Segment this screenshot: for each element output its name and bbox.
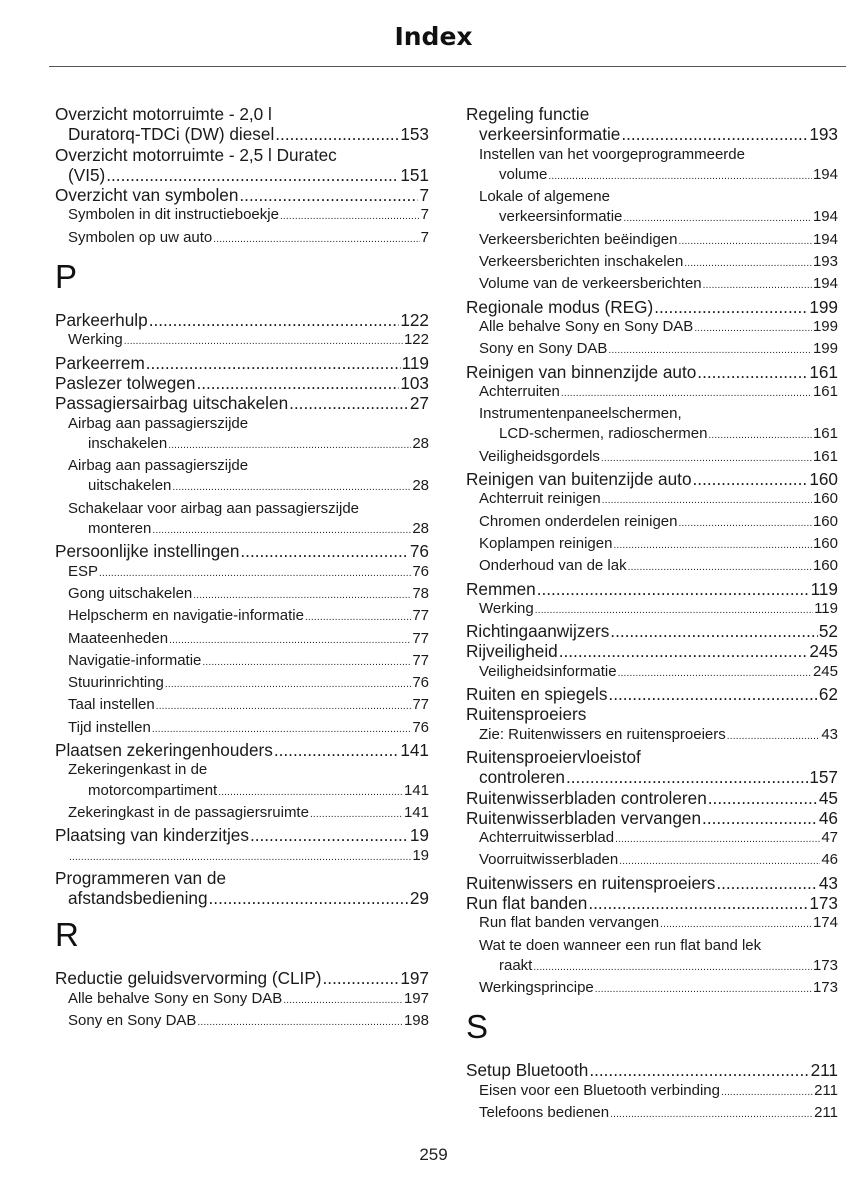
index-subentry[interactable]	[466, 828, 838, 850]
dot-leader	[289, 393, 409, 413]
dot-leader	[168, 434, 411, 456]
index-subentry[interactable]	[466, 913, 838, 935]
entry-label: Zekeringkast in de passagiersruimte	[68, 803, 309, 821]
entry-page-number: 76	[412, 718, 429, 736]
entry-label: Rijveiligheid	[466, 641, 558, 662]
entry-label: Werking	[68, 331, 123, 349]
entry-page-number: 160	[812, 490, 838, 508]
entry-page-number: 76	[412, 562, 429, 580]
entry-page-number: 160	[812, 557, 838, 575]
index-entry[interactable]	[55, 310, 429, 330]
dot-leader	[608, 339, 812, 361]
dot-leader	[323, 968, 400, 988]
entry-label: Airbag aan passagierszijde	[68, 457, 249, 475]
entry-page-number: 28	[412, 477, 429, 495]
entry-page-number: 198	[403, 1011, 429, 1029]
entry-label: Reinigen van buitenzijde auto	[466, 469, 692, 490]
entry-page-number: 194	[812, 165, 838, 183]
dot-leader	[149, 310, 400, 330]
entry-label: Verkeersberichten inschakelen	[479, 253, 684, 271]
dot-leader	[152, 519, 411, 541]
index-subentry[interactable]	[466, 556, 838, 578]
index-entry[interactable]	[466, 747, 838, 788]
index-column-right	[466, 104, 838, 1125]
entry-label: Airbag aan passagierszijde	[68, 414, 249, 432]
index-subentry[interactable]	[466, 404, 838, 447]
dot-leader	[678, 512, 812, 534]
index-entry[interactable]	[55, 185, 429, 205]
dot-leader	[213, 228, 419, 250]
index-subentry[interactable]	[55, 584, 429, 606]
dot-leader	[152, 718, 411, 740]
entry-page-number: 173	[812, 979, 838, 997]
index-entry[interactable]	[55, 740, 429, 760]
entry-page-number: 103	[400, 372, 429, 393]
index-entry[interactable]	[466, 621, 838, 641]
dot-leader	[708, 788, 818, 808]
index-subentry[interactable]	[55, 760, 429, 803]
entry-page-number: 119	[401, 352, 429, 373]
index-entry[interactable]	[55, 825, 429, 845]
entry-page-number: 141	[403, 803, 429, 821]
entry-page-number: 45	[818, 787, 838, 808]
index-subentry[interactable]	[466, 1081, 838, 1103]
entry-label: Achterruit reinigen	[479, 490, 601, 508]
index-entry[interactable]	[55, 145, 429, 186]
dot-leader	[618, 662, 812, 684]
entry-label: monteren	[88, 520, 152, 538]
entry-page-number: 77	[412, 696, 429, 714]
entry-label: LCD-schermen, radioschermen	[499, 425, 708, 443]
entry-label: Wat te doen wanneer een run flat band lek	[479, 936, 762, 954]
entry-page-number: 197	[400, 968, 429, 989]
entry-label: Zekeringenkast in de	[68, 761, 208, 779]
entry-label: Parkeerrem	[55, 352, 145, 373]
index-subentry[interactable]	[55, 846, 429, 868]
entry-label: verkeersinformatie	[499, 208, 623, 226]
dot-leader	[610, 621, 818, 641]
entry-label: Plaatsen zekeringenhouders	[55, 740, 273, 761]
dot-leader	[608, 684, 817, 704]
entry-page-number: 160	[812, 512, 838, 530]
index-subentry[interactable]	[466, 252, 838, 274]
title-divider	[49, 66, 846, 67]
entry-label: Ruitensproeiers	[466, 704, 587, 725]
entry-page-number: 245	[812, 662, 838, 680]
index-subentry[interactable]	[466, 230, 838, 252]
entry-page-number: 199	[812, 317, 838, 335]
dot-leader	[172, 476, 411, 498]
entry-page-number: 173	[812, 956, 838, 974]
entry-page-number: 28	[412, 520, 429, 538]
dot-leader	[721, 1081, 813, 1103]
entry-page-number: 119	[810, 578, 838, 599]
entry-label: Passagiersairbag uitschakelen	[55, 393, 289, 414]
index-entry[interactable]	[466, 1060, 838, 1080]
index-subentry[interactable]	[466, 850, 838, 872]
entry-label: Achterruitwisserblad	[479, 829, 615, 847]
dot-leader	[566, 767, 808, 787]
entry-page-number: 160	[812, 534, 838, 552]
dot-leader	[165, 673, 411, 695]
entry-label: Regionale modus (REG)	[466, 296, 654, 317]
entry-label: Achterruiten	[479, 382, 560, 400]
entry-label: Schakelaar voor airbag aan passagierszijde	[68, 499, 360, 517]
dot-leader	[218, 781, 403, 803]
index-subentry[interactable]	[466, 317, 838, 339]
index-entry[interactable]	[466, 684, 838, 704]
entry-page-number: 19	[409, 825, 429, 846]
entry-page-number: 153	[400, 124, 429, 145]
entry-page-number: 173	[809, 892, 838, 913]
dot-leader	[537, 579, 810, 599]
entry-label: Volume van de verkeersberichten	[479, 275, 702, 293]
index-column-left	[55, 104, 429, 1033]
index-subentry[interactable]	[466, 936, 838, 979]
dot-leader	[196, 373, 399, 393]
index-subentry[interactable]	[466, 187, 838, 230]
dot-leader	[535, 599, 813, 621]
entry-page-number: 197	[403, 989, 429, 1007]
index-subentry[interactable]	[466, 145, 838, 188]
index-subentry[interactable]	[55, 718, 429, 740]
index-entry[interactable]	[466, 641, 838, 661]
dot-leader	[610, 1103, 813, 1125]
dot-leader	[615, 828, 820, 850]
index-subentry[interactable]	[55, 989, 429, 1011]
letter-heading: R	[55, 916, 79, 954]
entry-label: Instrumentenpaneelschermen,	[479, 405, 682, 423]
entry-page-number: 52	[818, 621, 838, 642]
dot-leader	[684, 252, 812, 274]
entry-label: inschakelen	[88, 434, 168, 452]
entry-label: Verkeersberichten beëindigen	[479, 230, 678, 248]
entry-label: Werking	[479, 599, 534, 617]
dot-leader	[702, 808, 818, 828]
entry-page-number: 27	[409, 393, 429, 414]
index-entry[interactable]	[55, 104, 429, 145]
entry-label: Koplampen reinigen	[479, 534, 613, 552]
entry-label: Symbolen op uw auto	[68, 228, 213, 246]
index-entry[interactable]	[55, 393, 429, 413]
index-subentry[interactable]	[55, 651, 429, 673]
dot-leader	[533, 956, 812, 978]
entry-page-number: 7	[420, 228, 429, 246]
entry-page-number: 157	[809, 767, 838, 788]
index-subentry[interactable]	[55, 803, 429, 825]
entry-label: Ruiten en spiegels	[466, 684, 608, 705]
entry-label: Plaatsing van kinderzitjes	[55, 825, 249, 846]
entry-label: Navigatie-informatie	[68, 651, 202, 669]
entry-label: ESP	[68, 562, 99, 580]
entry-page-number: 161	[809, 361, 838, 382]
index-subentry[interactable]	[466, 274, 838, 296]
entry-label: Alle behalve Sony en Sony DAB	[68, 989, 283, 1007]
entry-page-number: 78	[412, 584, 429, 602]
entry-label: Overzicht motorruimte - 2,5 l Duratec	[55, 144, 337, 165]
dot-leader	[197, 1011, 403, 1033]
dot-leader	[628, 556, 812, 578]
dot-leader	[697, 362, 808, 382]
entry-label: Remmen	[466, 578, 536, 599]
entry-page-number: 141	[403, 781, 429, 799]
index-subentry[interactable]	[55, 673, 429, 695]
dot-leader	[601, 447, 812, 469]
index-subentry[interactable]	[466, 512, 838, 534]
dot-leader	[280, 205, 420, 227]
entry-label: Veiligheidsgordels	[479, 447, 600, 465]
entry-page-number: 160	[809, 469, 838, 490]
entry-label: Onderhoud van de lak	[479, 557, 627, 575]
dot-leader	[602, 489, 812, 511]
entry-page-number: 211	[814, 1104, 838, 1122]
entry-label: Paslezer tolwegen	[55, 372, 196, 393]
index-subentry[interactable]	[55, 205, 429, 227]
letter-heading: S	[466, 1008, 489, 1046]
entry-label: Ruitensproeiervloeistof	[466, 746, 641, 767]
entry-page-number: 77	[412, 607, 429, 625]
entry-page-number: 211	[810, 1060, 838, 1081]
entry-label: Gong uitschakelen	[68, 584, 193, 602]
entry-page-number: 122	[403, 331, 429, 349]
index-entry[interactable]	[55, 373, 429, 393]
entry-page-number: 194	[812, 230, 838, 248]
dot-leader	[124, 330, 403, 352]
dot-leader	[305, 606, 411, 628]
entry-label: Setup Bluetooth	[466, 1060, 589, 1081]
dot-leader	[694, 317, 812, 339]
index-entry[interactable]	[55, 353, 429, 373]
entry-label: Parkeerhulp	[55, 310, 148, 331]
dot-leader	[727, 725, 821, 747]
dot-leader	[588, 893, 808, 913]
index-subentry[interactable]	[466, 978, 838, 1000]
index-entry[interactable]	[466, 469, 838, 489]
entry-label: Maateenheden	[68, 629, 169, 647]
entry-page-number: 194	[812, 275, 838, 293]
index-subentry[interactable]	[466, 1103, 838, 1125]
dot-leader	[193, 584, 411, 606]
entry-label: Instellen van het voorgeprogrammeerde	[479, 145, 745, 163]
entry-label: Stuurinrichting	[68, 674, 164, 692]
entry-label: Werkingsprincipe	[479, 979, 594, 997]
entry-label: Overzicht van symbolen	[55, 185, 239, 206]
letter-heading: P	[55, 258, 78, 296]
entry-page-number: 122	[400, 310, 429, 331]
entry-label: Veiligheidsinformatie	[479, 662, 617, 680]
entry-page-number: 46	[821, 851, 838, 869]
index-subentry[interactable]	[55, 606, 429, 628]
entry-page-number: 193	[812, 253, 838, 271]
dot-leader	[561, 382, 812, 404]
entry-page-number: 7	[420, 206, 429, 224]
entry-page-number: 141	[400, 740, 429, 761]
index-subentry[interactable]	[466, 534, 838, 556]
dot-leader	[240, 541, 408, 561]
index-entry[interactable]	[466, 579, 838, 599]
dot-leader	[274, 740, 399, 760]
dot-leader	[310, 803, 403, 825]
index-subentry[interactable]	[55, 330, 429, 352]
entry-page-number: 19	[412, 846, 429, 864]
entry-label: Overzicht motorruimte - 2,0 l	[55, 104, 272, 124]
dot-leader	[283, 989, 403, 1011]
entry-page-number: 7	[419, 185, 429, 206]
entry-label: Duratorq-TDCi (DW) diesel	[68, 124, 275, 145]
entry-page-number: 62	[818, 684, 838, 705]
entry-page-number: 174	[812, 914, 838, 932]
dot-leader	[660, 913, 812, 935]
index-entry[interactable]	[466, 104, 838, 145]
entry-label: Taal instellen	[68, 696, 155, 714]
index-entry[interactable]	[55, 868, 429, 909]
index-entry[interactable]	[466, 873, 838, 893]
entry-page-number: 161	[812, 447, 838, 465]
index-subentry[interactable]	[55, 629, 429, 651]
dot-leader	[613, 534, 812, 556]
index-entry[interactable]	[55, 541, 429, 561]
index-subentry[interactable]	[466, 489, 838, 511]
dot-leader	[239, 185, 418, 205]
entry-label: Richtingaanwijzers	[466, 621, 610, 642]
dot-leader	[106, 165, 399, 185]
dot-leader	[678, 230, 811, 252]
entry-label: Reinigen van binnenzijde auto	[466, 361, 697, 382]
entry-label: (VI5)	[68, 164, 106, 185]
entry-page-number: 43	[818, 872, 838, 893]
dot-leader	[589, 1060, 809, 1080]
index-subentry[interactable]	[466, 447, 838, 469]
entry-page-number: 29	[409, 888, 429, 909]
dot-leader	[250, 825, 409, 845]
entry-label: Telefoons bedienen	[479, 1104, 610, 1122]
dot-leader	[169, 629, 411, 651]
dot-leader	[693, 469, 809, 489]
entry-label: Regeling functie	[466, 104, 590, 124]
index-subentry[interactable]	[466, 662, 838, 684]
index-subentry[interactable]	[466, 599, 838, 621]
dot-leader	[703, 274, 812, 296]
entry-label: Zie: Ruitenwissers en ruitensproeiers	[479, 725, 726, 743]
index-entry[interactable]	[466, 808, 838, 828]
index-subentry[interactable]	[55, 228, 429, 250]
index-subentry[interactable]	[466, 382, 838, 404]
entry-page-number: 47	[821, 829, 838, 847]
entry-page-number: 199	[809, 296, 838, 317]
entry-label: controleren	[479, 767, 565, 788]
dot-leader	[99, 562, 411, 584]
entry-page-number: 76	[409, 541, 429, 562]
index-entry[interactable]	[466, 893, 838, 913]
index-entry[interactable]	[55, 968, 429, 988]
dot-leader	[716, 873, 818, 893]
index-subentry[interactable]	[55, 456, 429, 499]
entry-page-number: 161	[812, 425, 838, 443]
entry-page-number: 245	[809, 641, 838, 662]
entry-label: Helpscherm en navigatie-informatie	[68, 607, 304, 625]
entry-page-number: 28	[412, 434, 429, 452]
page-title: Index	[394, 22, 473, 51]
entry-page-number: 193	[809, 124, 838, 145]
dot-leader	[559, 641, 809, 661]
index-subentry[interactable]	[55, 499, 429, 542]
entry-label: motorcompartiment	[88, 781, 218, 799]
entry-label: Reductie geluidsvervorming (CLIP)	[55, 968, 322, 989]
dot-leader	[209, 888, 409, 908]
dot-leader	[202, 651, 411, 673]
entry-page-number: 151	[400, 164, 429, 185]
index-subentry[interactable]	[466, 725, 838, 747]
entry-page-number: 161	[812, 382, 838, 400]
entry-page-number: 211	[814, 1081, 838, 1099]
entry-label: Voorruitwisserbladen	[479, 851, 619, 869]
entry-label: Alle behalve Sony en Sony DAB	[479, 317, 694, 335]
dot-leader	[621, 124, 808, 144]
index-subentry[interactable]	[466, 339, 838, 361]
dot-leader	[708, 424, 812, 446]
dot-leader	[156, 695, 412, 717]
entry-label: Ruitenwisserbladen controleren	[466, 787, 707, 808]
dot-leader	[595, 978, 812, 1000]
entry-label: verkeersinformatie	[479, 124, 621, 145]
entry-label: Ruitenwissers en ruitensproeiers	[466, 872, 716, 893]
dot-leader	[275, 124, 399, 144]
dot-leader	[623, 207, 812, 229]
entry-label: uitschakelen	[88, 477, 172, 495]
entry-label: raakt	[499, 956, 533, 974]
entry-page-number: 199	[812, 340, 838, 358]
entry-label: Persoonlijke instellingen	[55, 541, 240, 562]
index-entry[interactable]	[466, 297, 838, 317]
dot-leader	[654, 297, 808, 317]
page-number: 259	[419, 1145, 448, 1164]
entry-label: Symbolen in dit instructieboekje	[68, 206, 279, 224]
entry-label: Eisen voor een Bluetooth verbinding	[479, 1081, 720, 1099]
entry-label: volume	[499, 165, 548, 183]
entry-label: Lokale of algemene	[479, 188, 610, 206]
entry-page-number: 77	[412, 629, 429, 647]
entry-label: Sony en Sony DAB	[68, 1011, 197, 1029]
index-subentry[interactable]	[55, 1011, 429, 1033]
entry-label: afstandsbediening	[68, 888, 208, 909]
dot-leader	[146, 353, 401, 373]
entry-page-number: 43	[821, 725, 838, 743]
index-entry[interactable]	[466, 788, 838, 808]
entry-label: Programmeren van de	[55, 867, 227, 888]
entry-label: Tijd instellen	[68, 718, 151, 736]
dot-leader	[548, 165, 812, 187]
entry-label: Ruitenwisserbladen vervangen	[466, 807, 702, 828]
entry-page-number: 194	[812, 208, 838, 226]
entry-page-number: 76	[412, 674, 429, 692]
entry-page-number: 119	[814, 599, 838, 617]
entry-label: Run flat banden vervangen	[479, 914, 660, 932]
dot-leader	[619, 850, 820, 872]
index-subentry[interactable]	[55, 414, 429, 457]
index-entry[interactable]	[466, 704, 838, 724]
entry-label: Run flat banden	[466, 892, 588, 913]
index-subentry[interactable]	[55, 695, 429, 717]
entry-page-number: 46	[818, 807, 838, 828]
index-entry[interactable]	[466, 362, 838, 382]
entry-label: Chromen onderdelen reinigen	[479, 512, 678, 530]
index-subentry[interactable]	[55, 562, 429, 584]
dot-leader	[69, 846, 411, 868]
entry-page-number: 77	[412, 651, 429, 669]
entry-label: Sony en Sony DAB	[479, 340, 608, 358]
